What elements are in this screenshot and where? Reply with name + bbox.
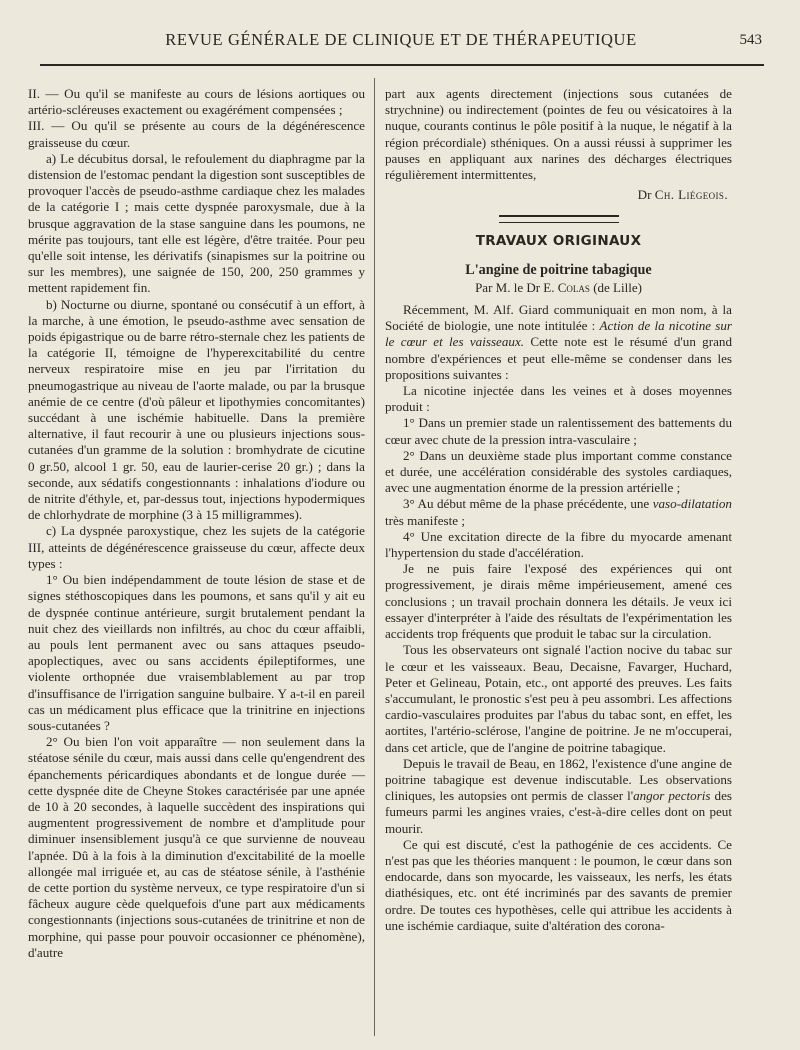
paragraph-a: a) Le décubitus dorsal, le refoulement du diaphragme par la distension de l'estomac pendant la digestion sont susceptibles de provoquer l'accès de pseudo-asthme cardiaque chez les malades de la catégorie I ; mais cette dyspnée paroxysmale, due à la brusque aggravation de la stase sanguine dans les poumons, ne mérite pas toujours, tant elle est légère, d'être traitée. Pour peu qu'elle soit intense, les dérivatifs (sinapismes sur la poitrine ou sur les membres), une saignée de 150, 200, 250 grammes y mettent rapidement fin. <box>28 150 365 296</box>
paragraph-continuation: part aux agents directement (injections sous cutanées de strychnine) ou indirectement (pointes de feu ou vésicatoires à la nuque, courants continus le pôle positif à la nuque, le négatif à la région précordiale) sthéniques. On a aussi réussi à supprimer les pauses en appliquant aux narines des décharges électriques régulièrement intermittentes, <box>385 86 732 183</box>
byline-author: Colas <box>557 279 590 295</box>
list-item-1: 1° Dans un premier stade un ralentissement des battements du cœur avec chute de la pression intra-vasculaire ; <box>385 415 732 447</box>
paragraph-intro <box>385 302 732 383</box>
beau-text: Depuis le travail de Beau, en 1862, l'existence d'une angine de poitrine tabagique est devenue indiscutable. Les observations cliniques, les autopsies ont permis de classer l' <box>385 755 732 804</box>
section-heading: TRAVAUX ORIGINAUX <box>475 233 642 250</box>
article-title: L'angine de poitrine tabagique <box>465 261 652 278</box>
paragraph-c: c) La dyspnée paroxystique, chez les sujets de la catégorie III, atteints de dégénérescence graisseuse du cœur, affecte deux types : <box>28 523 365 571</box>
list-item-4: 4° Une excitation directe de la fibre du myocarde amenant l'hypertension du stade d'accélération. <box>385 528 732 561</box>
paragraph-type-2: 2° Ou bien l'on voit apparaître — non seulement dans la stéatose sénile du cœur, mais aussi dans celle qu'engendrent des épanchements péricardiques abondants et de longue durée — cette dyspnée dite de Cheyne Stokes caractérisée par une apnée de 10 à 20 secondes, à laquelle succèdent des inspirations qui augmentent progressivement de nombre et d'amplitude pour diminuer insensiblement jusqu'à ce que survienne de nouveau l'apnée. Dû à la fois à la diminution d'excitabilité de la moelle allongée mal irriguée et, au cas de stéatose sénile, à l'asthénie de cette portion du système nerveux, ce type respiratoire d'un si fâcheux augure cède quelquefois d'une part aux médicaments congestionnants (injections sous-cutanées de trinitrine et non de morphine, qui passe pour pouvoir occasionner ce phénomène), d'autre <box>28 734 365 960</box>
paragraph-experiences: Je ne puis faire l'exposé des expériences qui ont progressivement, je dirais même impérieusement, amené ces conclusions ; un travail prochain donnera les détails. Je veux ici essayer d'interpréter à l'aide des résultats de l'expérimentation les accidents trop fréquents que produit le tabac sur la circulation. <box>385 561 732 642</box>
running-title: REVUE GÉNÉRALE DE CLINIQUE ET DE THÉRAPEUTIQUE <box>165 30 637 49</box>
paragraph-beau <box>385 756 732 837</box>
intro-text-end: Cette note est le résumé d'un grand nombre d'expériences et peut elle-même se condenser dans les propositions suivantes : <box>385 334 732 382</box>
column-divider <box>374 78 375 1036</box>
beau-term: angor pectoris <box>633 788 711 804</box>
paragraph-list-intro: La nicotine injectée dans les veines et à doses moyennes produit : <box>385 383 732 415</box>
left-column <box>28 86 365 961</box>
page-header <box>40 30 762 58</box>
byline <box>385 280 732 296</box>
list-item-2: 2° Dans un deuxième stade plus important comme constance et durée, une accélération considérable des systoles cardiaques, avec une augmentation énorme de la pression artérielle ; <box>385 447 732 496</box>
signature <box>385 187 732 203</box>
signature-prefix: Dr <box>637 187 652 203</box>
paragraph-b: b) Nocturne ou diurne, spontané ou consécutif à un effort, à la marche, à une émotion, le pseudo-asthme avec sensation de poids épigastrique ou de barre rétro-sternale chez les patients de la catégorie II, témoigne de l'hyperexcitabilité du centre nerveux respiratoire mise en jeu par l'irritation du pneumogastrique au niveau de l'aorte malade, ou par la brusque anémie de ce centre (d'où pâleur et lipothymies concomitantes) succédant à une ischémie habituelle. Dans la première alternative, il faut recourir à une ou plusieurs injections sous-cutanées d'un gramme de la solution : bromhydrate de cicutine 0 gr.50, alcool 1 gr. 50, eau de laurier-cerise 20 gr.) ; dans la seconde, aux sédatifs congestionnants : inhalations d'iodure ou de nitrite d'éthyle, et, par-dessus tout, injections hypodermiques de chlorhydrate de morphine (3 à 15 milligrammes). <box>28 296 365 523</box>
paragraph-observateurs: Tous les observateurs ont signalé l'action nocive du tabac sur le cœur et les vaisseaux. Beau, Decaisne, Favarger, Huchard, Peter et Gelineau, Potain, etc., ont apporté des preuves. Les faits s'accumulant, le pronostic s'est peu à peu assombri. Les affections cardio-vasculaires produites par l'abus du tabac sont, en effet, les aortites, l'artério-sclérose, l'angine de poitrine. Je ne m'occuperai, dans cet article, que de l'angine de poitrine tabagique. <box>385 642 732 755</box>
right-column <box>385 86 732 934</box>
section-separator <box>499 215 619 223</box>
item-3-text-end: très manifeste ; <box>385 512 465 528</box>
page-number: 543 <box>739 32 762 48</box>
item-3-term: vaso-dilatation <box>652 496 732 512</box>
paragraph-item-iii: III. — Ou qu'il se présente au cours de la dégénérescence graisseuse du cœur. <box>28 118 365 150</box>
paragraph-item-ii: II. — Ou qu'il se manifeste au cours de lésions aortiques ou artério-scléreuses exactement ou exagérément compensées ; <box>28 86 365 118</box>
item-3-text: 3° Au début même de la phase précédente, une <box>403 496 650 512</box>
paragraph-type-1: 1° Ou bien indépendamment de toute lésion de stase et de signes stéthoscopiques dans les poumons, et sans qu'il y ait eu de dyspnée continue antérieure, surgit brutalement pendant la nuit chez des vieillards non infiltrés, au choc du cœur affaibli, au pouls lent permanent avec ou sans attaques pseudo-apoplectiques, avec ou sans accidents épileptiformes, une violente orthopnée due vraisemblablement au par trop d'insuffisance de l'irrigation sanguine bulbaire. Y a-t-il en pareil cas un médicament plus efficace que la trinitrine en injections sous-cutanées ? <box>28 572 365 733</box>
signature-name: Ch. Liégeois. <box>654 187 728 203</box>
list-item-3 <box>385 496 732 528</box>
intro-note-title: Action de la nicotine sur le cœur et les vaisseaux. <box>385 318 733 350</box>
intro-text: Récemment, M. Alf. Giard communiquait en mon nom, à la Société de biologie, une note intitulée : <box>385 302 732 334</box>
paragraph-pathogenie: Ce qui est discuté, c'est la pathogénie de ces accidents. Ce n'est pas que les théories manquent : le poumon, le cœur dans son endocarde, dans son myocarde, les vaisseaux, les nerfs, les états diathésiques, etc. ont été incriminés par des savants de premier ordre. De toutes ces hypothèses, celle qui attribue les accidents à une ischémie cardiaque, suite d'altération des corona- <box>385 836 732 933</box>
byline-prefix: Par M. le Dr E. <box>475 279 555 295</box>
beau-text-end: des fumeurs parmi les angines vraies, c'est-à-dire celles dont on peut mourir. <box>385 788 732 836</box>
header-rule <box>40 64 764 66</box>
byline-suffix: (de Lille) <box>593 279 642 295</box>
